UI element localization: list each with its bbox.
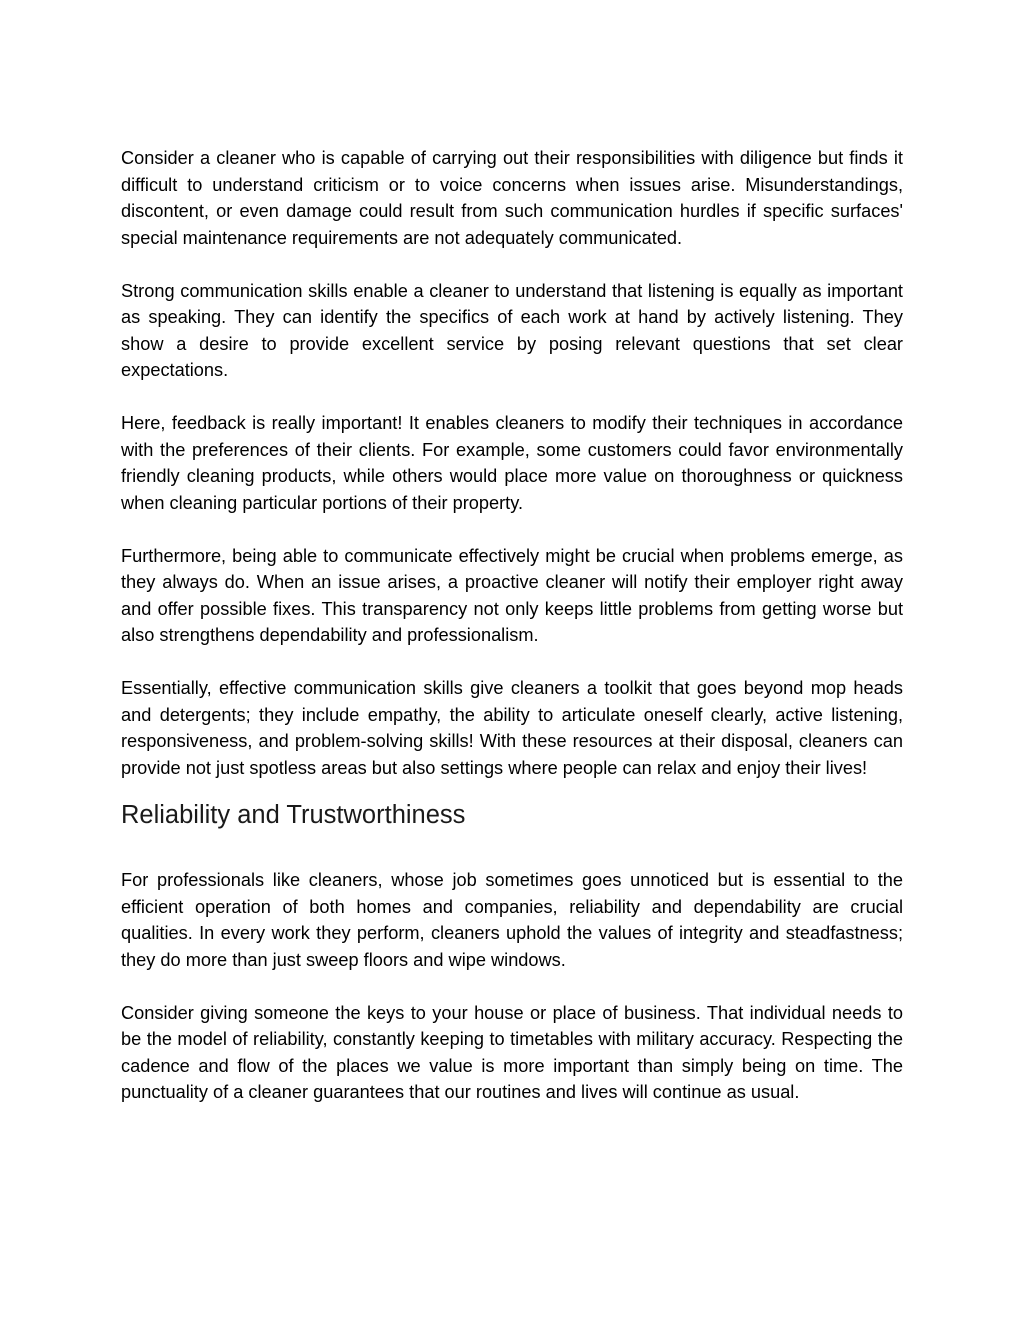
- document-page: [121, 145, 903, 1106]
- paragraph-problems: Furthermore, being able to communicate effectively might be crucial when problems emerge, as they always do. When an issue arises, a proactive cleaner will notify their employer right away and offer possible fixes. This transparency not only keeps little problems from getting worse but also strengthens dependability and professionalism.: [121, 545, 903, 645]
- paragraph-reliability: For professionals like cleaners, whose job sometimes goes unnoticed but is essential to the efficient operation of both homes and companies, reliability and dependability are crucial qualities. In every work they perform, cleaners uphold the values of integrity and steadfastness; they do more than just sweep floors and wipe windows.: [121, 870, 903, 970]
- paragraph-feedback: Here, feedback is really important! It enables cleaners to modify their techniques in accordance with the preferences of their clients. For example, some customers could favor environmentally friendly cleaning products, while others would place more value on thoroughness or quickness when cleaning particular portions of their property.: [121, 413, 903, 513]
- paragraph-cleaner-criticism: Consider a cleaner who is capable of carrying out their responsibilities with diligence but finds it difficult to understand criticism or to voice concerns when issues arise. Misunderstandings, discontent, or even damage could result from such communication hurdles if specific surfaces' special maintenance requirements are not adequately communicated.: [121, 148, 903, 248]
- paragraph-communication-skills: Strong communication skills enable a cleaner to understand that listening is equally as important as speaking. They can identify the specifics of each work at hand by actively listening. They show a desire to provide excellent service by posing relevant questions that set clear expectations.: [121, 280, 903, 380]
- section-heading: Reliability and Trustworthiness: [121, 801, 466, 829]
- paragraph-toolkit: Essentially, effective communication skills give cleaners a toolkit that goes beyond mop heads and detergents; they include empathy, the ability to articulate oneself clearly, active listening, responsiveness, and problem-solving skills! With these resources at their disposal, cleaners can provide not just spotless areas but also settings where people can relax and enjoy their lives!: [121, 678, 903, 778]
- paragraph-keys: Consider giving someone the keys to your house or place of business. That individual needs to be the model of reliability, constantly keeping to timetables with military accuracy. Respecting the cadence and flow of the places we value is more important than simply being on time. The punctuality of a cleaner guarantees that our routines and lives will continue as usual.: [121, 1002, 903, 1102]
